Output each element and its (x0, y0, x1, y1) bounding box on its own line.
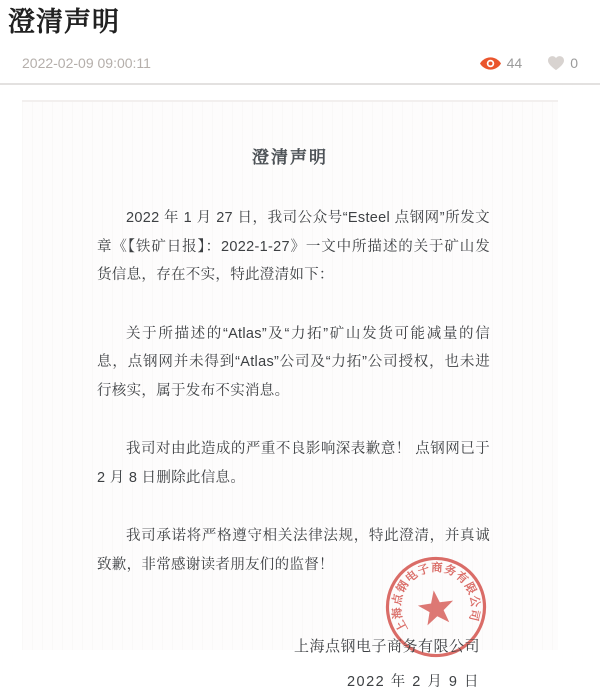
document-body (22, 204, 558, 579)
paragraph: 我司承诺将严格遵守相关法律法规，特此澄清，并真诚致歉，非常感谢读者朋友们的监督！ (97, 528, 490, 573)
document-title: 澄清声明 (252, 148, 328, 168)
publish-date: 2022-02-09 09:00:11 (22, 55, 151, 72)
signature-company: 上海点钢电子商务有限公司 (293, 638, 480, 656)
signature-date: 2022 年 2 月 9 日 (346, 674, 480, 691)
header-divider (0, 83, 600, 85)
signature-block (22, 635, 558, 691)
paragraph: 2022 年 1 月 27 日，我司公众号“Esteel 点钢网”所发文章《【铁矿日报】：2022-1-27》一文中所描述的关于矿山发货信息，存在不实，特此澄清如下： (97, 210, 490, 284)
article-card (22, 100, 558, 691)
article-meta-row (22, 53, 578, 73)
views-count: 44 (506, 55, 523, 72)
heart-icon (548, 56, 564, 71)
seal-text: 上海点钢电子商务有限公司 (391, 562, 481, 634)
article-stats (480, 55, 578, 71)
paragraph: 关于所描述的“Atlas”及“力拓”矿山发货可能减量的信息，点钢网并未得到“Atlas”公司及“力拓”公司授权，也未进行核实，属于发布不实消息。 (97, 325, 490, 399)
seal-star-icon (416, 588, 456, 626)
likes-count: 0 (570, 55, 578, 72)
views-counter (480, 55, 523, 71)
paragraph: 我司对由此造成的严重不良影响深表歉意！ 点钢网已于 2 月 8 日删除此信息。 (97, 441, 490, 486)
page-title: 澄清声明 (8, 7, 120, 37)
like-button[interactable] (548, 55, 578, 71)
eye-icon (480, 57, 501, 70)
